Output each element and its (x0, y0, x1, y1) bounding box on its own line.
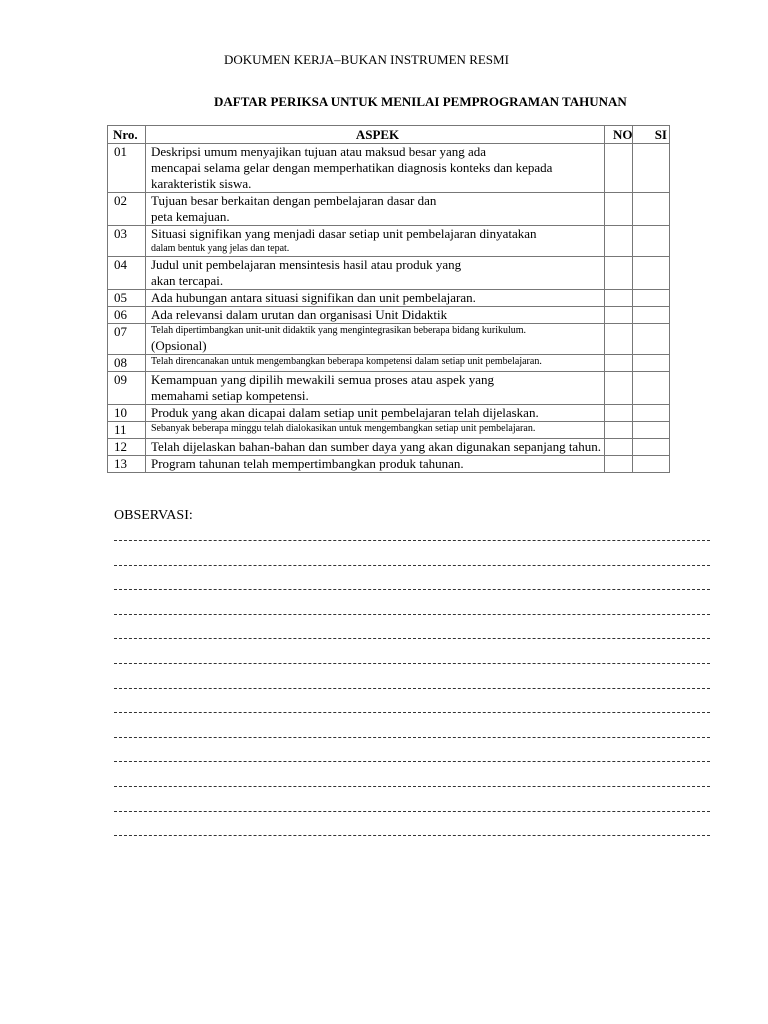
row-number: 09 (108, 372, 146, 405)
column-header-no: NO (605, 126, 633, 144)
table-row (108, 355, 670, 372)
no-checkbox-cell[interactable] (605, 226, 633, 257)
si-checkbox-cell[interactable] (633, 307, 670, 324)
aspect-line: Judul unit pembelajaran mensintesis hasil atau produk yang (151, 257, 462, 272)
observasi-writing-area[interactable] (114, 540, 710, 860)
row-aspect (146, 422, 605, 439)
si-checkbox-cell[interactable] (633, 290, 670, 307)
si-checkbox-cell[interactable] (633, 355, 670, 372)
no-checkbox-cell[interactable] (605, 405, 633, 422)
aspect-line: Telah dijelaskan bahan-bahan dan sumber daya yang akan digunakan sepanjang tahun. (151, 439, 601, 454)
aspect-line: Telah direncanakan untuk mengembangkan beberapa kompetensi dalam setiap unit pembelajaran. (151, 356, 542, 367)
aspect-line: dalam bentuk yang jelas dan tepat. (151, 243, 290, 254)
no-checkbox-cell[interactable] (605, 290, 633, 307)
si-checkbox-cell[interactable] (633, 405, 670, 422)
observasi-line[interactable] (114, 565, 710, 590)
si-checkbox-cell[interactable] (633, 324, 670, 355)
aspect-line: memahami setiap kompetensi. (151, 388, 309, 403)
row-number: 10 (108, 405, 146, 422)
aspect-line: Ada relevansi dalam urutan dan organisasi Unit Didaktik (151, 307, 448, 322)
observasi-line[interactable] (114, 638, 710, 663)
table-row (108, 290, 670, 307)
table-row (108, 257, 670, 290)
no-checkbox-cell[interactable] (605, 307, 633, 324)
table-row (108, 226, 670, 257)
row-number: 03 (108, 226, 146, 257)
row-number: 11 (108, 422, 146, 439)
row-aspect (146, 257, 605, 290)
aspect-line: Deskripsi umum menyajikan tujuan atau maksud besar yang ada (151, 144, 487, 159)
table-row (108, 405, 670, 422)
table-row (108, 324, 670, 355)
aspect-line: (Opsional) (151, 338, 207, 353)
aspect-line: Telah dipertimbangkan unit-unit didaktik yang mengintegrasikan beberapa bidang kurikulum. (151, 325, 527, 336)
aspect-line: Produk yang akan dicapai dalam setiap unit pembelajaran telah dijelaskan. (151, 405, 539, 420)
row-number: 01 (108, 144, 146, 193)
row-number: 07 (108, 324, 146, 355)
column-header-si: SI (633, 126, 670, 144)
row-aspect (146, 290, 605, 307)
aspect-line: mencapai selama gelar dengan memperhatikan diagnosis konteks dan kepada (151, 160, 553, 175)
si-checkbox-cell[interactable] (633, 257, 670, 290)
observasi-label: OBSERVASI: (114, 508, 193, 523)
aspect-line: Tujuan besar berkaitan dengan pembelajaran dasar dan (151, 193, 437, 208)
observasi-line[interactable] (114, 737, 710, 762)
row-aspect (146, 226, 605, 257)
column-header-aspek: ASPEK (146, 126, 605, 144)
table-row (108, 372, 670, 405)
table-row (108, 307, 670, 324)
row-aspect (146, 324, 605, 355)
aspect-line: akan tercapai. (151, 273, 224, 288)
no-checkbox-cell[interactable] (605, 439, 633, 456)
row-number: 12 (108, 439, 146, 456)
no-checkbox-cell[interactable] (605, 355, 633, 372)
checklist-title: DAFTAR PERIKSA UNTUK MENILAI PEMPROGRAMAN TAHUNAN (214, 94, 627, 109)
aspect-line: Program tahunan telah mempertimbangkan produk tahunan. (151, 456, 464, 471)
no-checkbox-cell[interactable] (605, 257, 633, 290)
row-number: 05 (108, 290, 146, 307)
column-header-nro: Nro. (108, 126, 146, 144)
document-notice: DOKUMEN KERJA–BUKAN INSTRUMEN RESMI (224, 52, 509, 67)
no-checkbox-cell[interactable] (605, 372, 633, 405)
observasi-line[interactable] (114, 663, 710, 688)
observasi-line[interactable] (114, 589, 710, 614)
row-aspect (146, 372, 605, 405)
no-checkbox-cell[interactable] (605, 324, 633, 355)
row-aspect (146, 307, 605, 324)
row-number: 06 (108, 307, 146, 324)
table-row (108, 193, 670, 226)
row-aspect (146, 456, 605, 473)
si-checkbox-cell[interactable] (633, 144, 670, 193)
aspect-line: peta kemajuan. (151, 209, 230, 224)
aspect-line: Situasi signifikan yang menjadi dasar setiap unit pembelajaran dinyatakan (151, 226, 537, 241)
si-checkbox-cell[interactable] (633, 439, 670, 456)
row-aspect (146, 439, 605, 456)
table-row (108, 422, 670, 439)
no-checkbox-cell[interactable] (605, 144, 633, 193)
observasi-line[interactable] (114, 614, 710, 639)
row-number: 02 (108, 193, 146, 226)
row-number: 04 (108, 257, 146, 290)
checklist-table (107, 125, 670, 473)
si-checkbox-cell[interactable] (633, 456, 670, 473)
si-checkbox-cell[interactable] (633, 226, 670, 257)
observasi-line[interactable] (114, 712, 710, 737)
aspect-line: Sebanyak beberapa minggu telah dialokasikan untuk mengembangkan setiap unit pembelajaran. (151, 423, 536, 434)
observasi-line[interactable] (114, 761, 710, 786)
row-number: 13 (108, 456, 146, 473)
observasi-line[interactable] (114, 811, 710, 836)
si-checkbox-cell[interactable] (633, 422, 670, 439)
table-row (108, 456, 670, 473)
row-number: 08 (108, 355, 146, 372)
table-row (108, 439, 670, 456)
aspect-line: Kemampuan yang dipilih mewakili semua proses atau aspek yang (151, 372, 494, 387)
no-checkbox-cell[interactable] (605, 456, 633, 473)
observasi-line[interactable] (114, 540, 710, 565)
si-checkbox-cell[interactable] (633, 372, 670, 405)
no-checkbox-cell[interactable] (605, 422, 633, 439)
no-checkbox-cell[interactable] (605, 193, 633, 226)
row-aspect (146, 144, 605, 193)
observasi-line[interactable] (114, 688, 710, 713)
aspect-line: karakteristik siswa. (151, 176, 252, 191)
observasi-line[interactable] (114, 835, 710, 860)
table-header-row (108, 126, 670, 144)
aspect-line: Ada hubungan antara situasi signifikan dan unit pembelajaran. (151, 290, 476, 305)
observasi-line[interactable] (114, 786, 710, 811)
row-aspect (146, 193, 605, 226)
table-row (108, 144, 670, 193)
row-aspect (146, 355, 605, 372)
row-aspect (146, 405, 605, 422)
si-checkbox-cell[interactable] (633, 193, 670, 226)
